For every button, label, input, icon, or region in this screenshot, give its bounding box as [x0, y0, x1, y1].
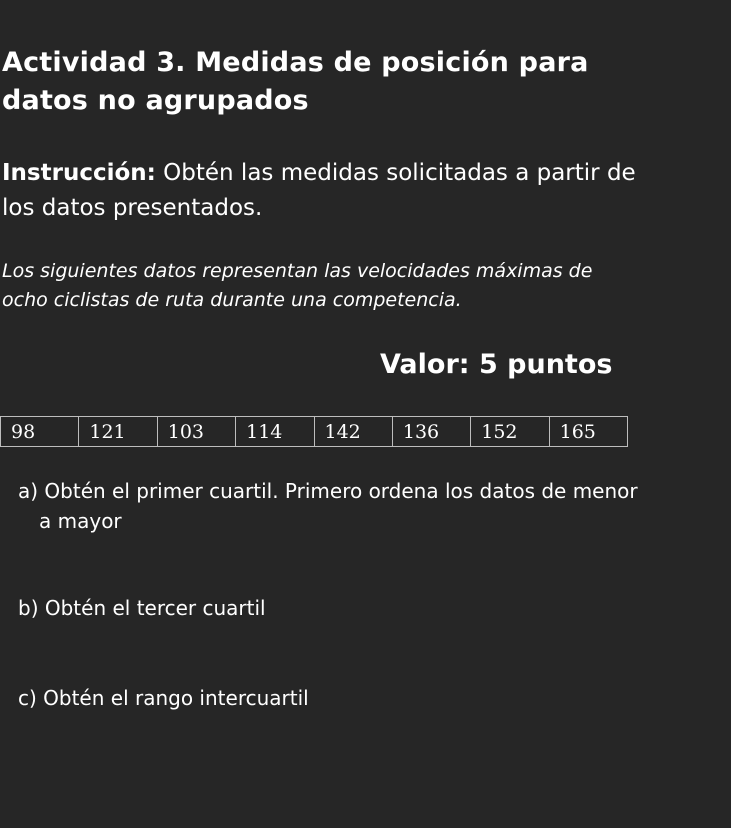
context-description: Los siguientes datos representan las velocidades máximas de ocho ciclistas de ruta durante una competencia. — [2, 260, 593, 311]
question-b: b) Obtén el tercer cuartil — [18, 596, 266, 620]
data-cell: 165 — [549, 417, 627, 447]
data-cell: 98 — [1, 417, 79, 447]
instruction-lead: Instrucción: — [2, 160, 156, 186]
data-cell: 152 — [471, 417, 549, 447]
data-cell: 142 — [314, 417, 392, 447]
question-a: a) Obtén el primer cuartil. Primero ordena los datos de menor a mayor — [18, 479, 638, 533]
instruction-paragraph — [2, 156, 642, 226]
score-label: Valor: 5 puntos — [380, 349, 613, 380]
activity-title: Actividad 3. Medidas de posición para datos no agrupados — [2, 47, 589, 116]
data-cell: 136 — [392, 417, 470, 447]
question-c: c) Obtén el rango intercuartil — [18, 686, 309, 710]
data-cell: 103 — [157, 417, 235, 447]
data-table — [0, 416, 628, 447]
question-list — [18, 476, 638, 713]
data-cell: 114 — [236, 417, 314, 447]
instruction-text: Obtén las medidas solicitadas a partir de los datos presentados. — [2, 160, 636, 221]
data-cell: 121 — [79, 417, 157, 447]
table-row — [1, 417, 628, 447]
